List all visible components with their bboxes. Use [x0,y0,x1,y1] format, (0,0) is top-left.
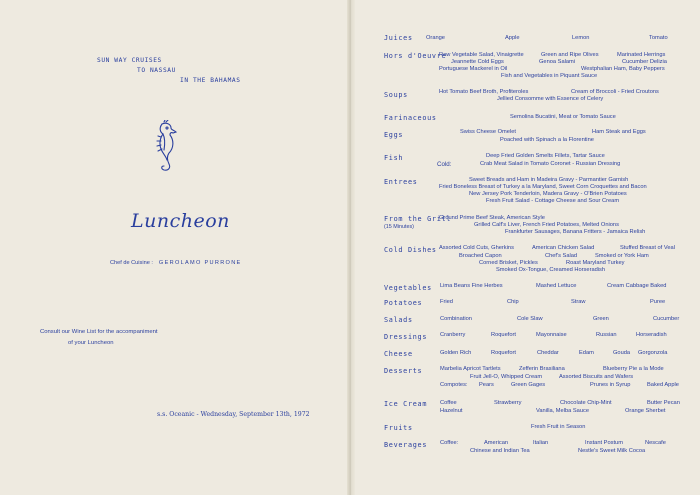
menu-item: Corned Brisket, Pickles [479,260,538,266]
menu-item: Zefferin Brasiliana [519,366,565,372]
chef-credit [110,260,242,266]
section-eggs: Eggs [384,131,404,139]
section-potatoes: Potatoes [384,299,423,307]
chef-name: GEROLAMO PURRONE [158,260,242,266]
section-hors-doeuvre: Hors d'Oeuvre [384,52,447,60]
menu-item: Poached with Spinach a la Florentine [500,137,594,143]
menu-item: Orange [426,35,445,41]
menu-item: Fish and Vegetables in Piquant Sauce [501,73,598,79]
menu-item: Pears [479,382,494,388]
menu-item: Green and Ripe Olives [541,52,599,58]
cruise-line-2: TO NASSAU [137,67,176,74]
menu-item: Cucumber [653,316,680,322]
menu-item: Italian [533,440,549,446]
menu-item: American Chicken Salad [532,245,595,251]
section-ice-cream: Ice Cream [384,400,428,408]
menu-item: Swiss Cheese Omelet [460,129,516,135]
menu-item: Chocolate Chip-Mint [560,400,612,406]
menu-item: Cream Cabbage Baked [607,283,667,289]
section-soups: Soups [384,91,408,99]
menu-item: Green [593,316,609,322]
menu-item: Marinated Herrings [617,52,666,58]
menu-item: Cucumber Delizia [622,59,667,65]
section-fruits: Fruits [384,424,413,432]
ship-date: s.s. Oceanic - Wednesday, September 13th, 1972 [157,411,310,418]
section-dressings: Dressings [384,333,428,341]
menu-item: Orange Sherbet [625,408,666,414]
menu-item: Roquefort [491,350,516,356]
menu-item: Crab Meat Salad in Tomato Coronet - Russian Dressing [480,161,621,167]
menu-item: Assorted Biscuits and Wafers [559,374,634,380]
menu-item: Fresh Fruit Salad - Cottage Cheese and Sour Cream [486,198,620,204]
section-farinaceous: Farinaceous [384,114,437,122]
menu-item: Coffee [440,400,457,406]
menu-item: Frankfurter Sausages, Banana Fritters - Jamaica Relish [505,229,646,235]
menu-item: Genoa Salami [539,59,576,65]
menu-item: Nescafe [645,440,666,446]
section-cold-dishes: Cold Dishes [384,246,437,254]
menu-item: Jellied Consomme with Essence of Celery [497,96,604,102]
section-from-the-grill: From the Grill [384,215,452,223]
section-beverages: Beverages [384,441,428,449]
menu-item: Strawberry [494,400,522,406]
menu-item: Compotes: [440,382,468,388]
menu-item: Cheddar [537,350,559,356]
section-salads: Salads [384,316,413,324]
wine-note-line-2: of your Luncheon [68,340,114,346]
menu-item: Lima Beans Fine Herbes [440,283,503,289]
menu-item: Tomato [649,35,668,41]
seahorse-icon [152,120,178,174]
menu-item: American [484,440,509,446]
menu-item: Blueberry Pie a la Mode [603,366,664,372]
menu-item: Jeannette Cold Eggs [451,59,504,65]
fish-cold-label: Cold: [437,161,452,168]
menu-item: Raw Vegetable Salad, Vinaigrette [439,52,524,58]
menu-item: Hot Tomato Beef Broth, Profiteroles [439,89,529,95]
menu-item: Westphalian Ham, Baby Peppers [581,66,665,72]
cruise-line-3: IN THE BAHAMAS [180,77,241,84]
menu-item: Ground Prime Beef Steak, American Style [439,215,545,221]
section-juices: Juices [384,34,413,42]
menu-item: Mashed Lettuce [536,283,577,289]
menu-item: Cole Slaw [517,316,543,322]
menu-item: Cranberry [440,332,466,338]
menu-item: Russian [596,332,617,338]
menu-item: Horseradish [636,332,667,338]
section-entrees: Entrees [384,178,418,186]
section-cheese: Cheese [384,350,413,358]
menu-item: Butter Pecan [647,400,680,406]
page-fold [347,0,355,495]
menu-item: Fried [440,299,453,305]
menu-item: Smoked or York Ham [595,253,649,259]
wine-note [40,327,158,349]
menu-item: Smoked Ox-Tongue, Creamed Horseradish [496,267,606,273]
menu-item: Marbelia Apricot Tartlets [440,366,501,372]
menu-item: Prunes in Syrup [590,382,631,388]
chef-label: Chef de Cuisine : [110,260,153,266]
menu-item: Roast Maryland Turkey [566,260,625,266]
cruise-line-1: SUN WAY CRUISES [97,57,162,64]
menu-item: Fruit Jell-O, Whipped Cream [470,374,543,380]
grill-time: (15 Minutes) [384,224,414,230]
menu-item: Lemon [572,35,590,41]
menu-item: Coffee: [440,440,459,446]
menu-item: Grilled Calf's Liver, French Fried Potatoes, Melted Onions [474,222,619,228]
menu-item: Deep Fried Golden Smelts Fillets, Tartar Sauce [486,153,605,159]
menu-item: Cream of Broccoli - Fried Croutons [571,89,659,95]
menu-item: Straw [571,299,586,305]
menu-item: Baked Apple [647,382,679,388]
menu-item: Apple [505,35,520,41]
menu-item: Semolina Bucatini, Meat or Tomato Sauce [510,114,616,120]
menu-item: Chef's Salad [545,253,578,259]
wine-note-line-1: Consult our Wine List for the accompaniment [40,329,158,335]
menu-item: Puree [650,299,666,305]
section-fish: Fish [384,154,404,162]
menu-item: Sweet Breads and Ham in Madeira Gravy - Parmantier Garnish [469,177,629,183]
menu-item: Combination [440,316,472,322]
menu-item: Gorgonzola [638,350,668,356]
menu-item: Fried Boneless Breast of Turkey a la Maryland, Sweet Corn Croquettes and Bacon [439,184,647,190]
cover-page [0,0,347,495]
menu-item: Nestle's Sweet Milk Cocoa [578,448,646,454]
menu-item: Chip [507,299,519,305]
menu-item: Assorted Cold Cuts, Gherkins [439,245,514,251]
menu-item: Gouda [613,350,631,356]
menu-item: Golden Rich [440,350,472,356]
menu-item: Roquefort [491,332,516,338]
menu-page [355,0,700,495]
menu-item: Ham Steak and Eggs [592,129,646,135]
section-desserts: Desserts [384,367,423,375]
menu-item: Vanilla, Melba Sauce [536,408,590,414]
menu-item: Hazelnut [440,408,463,414]
menu-item: Mayonnaise [536,332,567,338]
menu-item: New Jersey Pork Tenderloin, Madera Gravy - O'Brien Potatoes [469,191,627,197]
menu-item: Stuffed Breast of Veal [620,245,675,251]
menu-item: Edam [579,350,594,356]
menu-item: Green Gages [511,382,546,388]
luncheon-title: Luncheon [131,210,230,232]
menu-item: Chinese and Indian Tea [470,448,530,454]
menu-item: Broached Capon [459,253,502,259]
section-vegetables: Vegetables [384,284,432,292]
menu-item: Portuguese Mackerel in Oil [439,66,508,72]
menu-item: Fresh Fruit in Season [531,424,586,430]
menu-item: Instant Postum [585,440,623,446]
